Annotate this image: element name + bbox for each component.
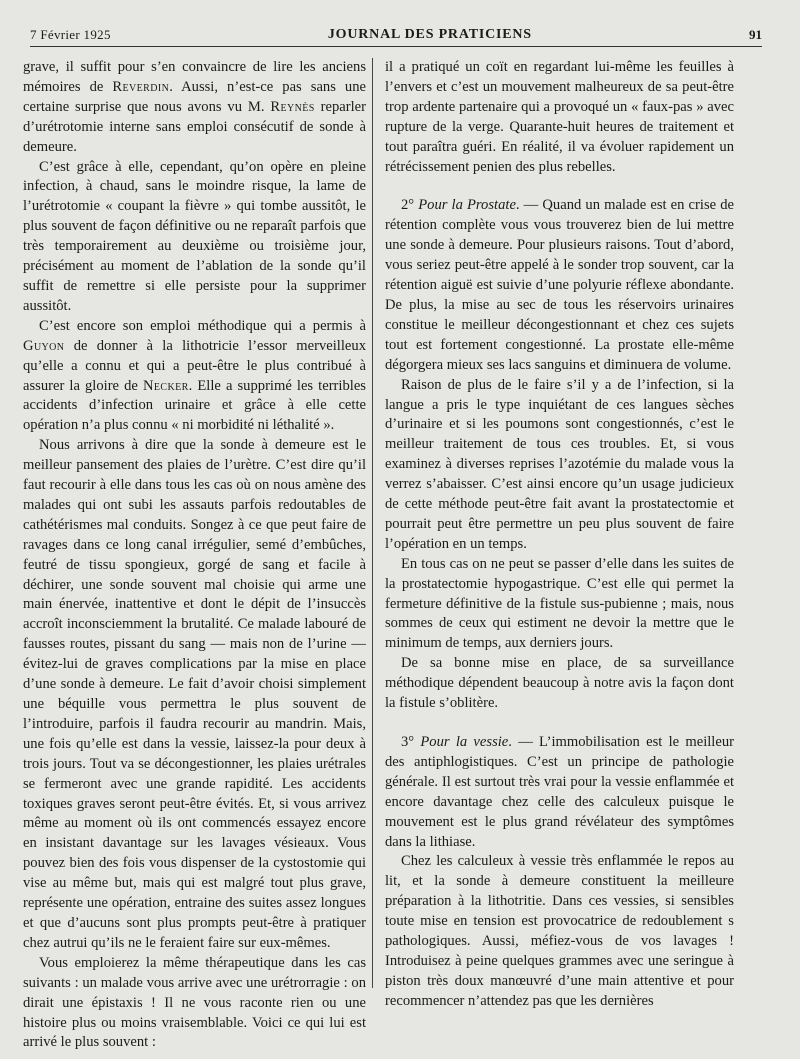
issue-date: 7 Février 1925 [30, 27, 111, 42]
left-paragraph-3: C’est encore son emploi méthodique qui a permis à Guyon de donner à la lithotricie l’essor merveilleux qu’elle a connu et qui a peut-être le plus contribué à assurer la gloire de Necker. Elle a supprimé les terribles accidents d’infection urinaire et grâce à elle cette opération n’a plus connu « ni morbidité ni léthalité ». [23, 317, 366, 434]
right-paragraph-5: De sa bonne mise en place, de sa surveillance méthodique dépendent beaucoup à notre avis la façon dont la fistule s’oblitère. [385, 655, 734, 712]
left-column [23, 58, 366, 1053]
column-divider [372, 58, 373, 988]
author-name-reverdin: Reverdin [112, 78, 170, 95]
hospital-name-necker: Necker [142, 377, 189, 394]
left-paragraph-5: Vous emploierez la même thérapeutique dans les cas suivants : un malade vous arrive avec une urétrorragie : on dirait une épistaxis ! Il ne vous raconte rien ou une histoire plus ou moins vraisemblable. Voici ce qui lui est arrivé le plus souvent : [23, 954, 366, 1051]
right-paragraph-1: il a pratiqué un coït en regardant lui-même les feuilles à l’envers et c’est un mouvement malheureux de sa peut-être trop ardente partenaire qui a provoqué un « faux-pas » avec rupture de la verge. Quarante-huit heures de traitement et tout paraîtra guéri. En réalité, il va évoluer rapidement un rétrécissement penien des plus rebelles. [385, 59, 734, 175]
right-paragraph-3: Raison de plus de le faire s’il y a de l’infection, si la langue a pris le type inquiétant de ces langues sèches d’urinaire et si les poumons sont congestionnés, c’est le meilleur traitement de tous ces troubles. Et, si vous examinez à diverses reprises l’azotémie du malade vous la verrez s’abaisser. C’est ainsi encore qu’un usage judicieux de cette méthode peut-être fait avant la prostatectomie et pourrait peut être permettre un peu plus souvent de faire l’opération en un temps. [385, 376, 734, 552]
page-number: 91 [748, 27, 762, 42]
author-name-reynes: Reynès [270, 98, 315, 115]
running-header [30, 24, 762, 47]
section-title-prostate: Pour la Prostate [418, 197, 516, 214]
left-paragraph-2: C’est grâce à elle, cependant, qu’on opère en pleine infection, à chaud, sans le moindre risque, la lame de l’urétrotomie « coupant la fièvre » qui tombe aussitôt, le plus souvent de façon définitive ou ne reparaît parfois que très temporairement au deuxième ou troisième jour, précisément au moment de l’ablation de la sonde qu’il suffit de remettre si elle persiste pour la supprimer aussitôt. [23, 158, 366, 314]
right-paragraph-4: En tous cas on ne peut se passer d’elle dans les suites de la prostatectomie hypogastrique. C’est elle qui permet la fermeture définitive de la fistule sus-pubienne ; mais, nous sommes de ceux qui estiment ne devoir la mettre que le minimum de temps, aux derniers jours. [385, 555, 734, 652]
section-vessie: 3° Pour la vessie. — L’immobilisation est le meilleur des antiphlogistiques. C’est un principe de pathologie générale. Il est surtout très vrai pour la vessie enflammée et encore davantage chez celle des calculeux puisque le mouvement est le plus grand révélateur des symptômes dans la lithiase. [385, 734, 734, 850]
right-paragraph-7: Chez les calculeux à vessie très enflammée le repos au lit, et la sonde à demeure constituent la meilleure préparation à la lithotritie. Dans ces vessies, si sensibles toute mise en tension est provocatrice de redoublement s pathologiques. Aussi, méfiez-vous de vos lavages ! Introduisez à peine quelques grammes avec une seringue à piston très doux manœuvré d’une main attentive et pour recommencer n’attendez pas que les dernières [385, 853, 734, 1009]
author-name-guyon: Guyon [23, 337, 65, 354]
section-prostate: 2° Pour la Prostate. — Quand un malade est en crise de rétention complète vous vous trouverez bien de lui mettre une sonde à demeure. Pour plusieurs raisons. Tout d’abord, vous seriez peut-être appelé à le sonder trop souvent, car la rétention aiguë est suivie d’une polyurie réflexe abondante. De plus, la mise au sec de tous les réservoirs urinaires constitue le meilleur décongestionnant et chez ces sujets tout est fortement congestionné. La prostate elle-même dégorgera mieux ses lacs sanguins et diminuera de volume. [385, 197, 734, 373]
section-title-vessie: Pour la vessie [420, 734, 509, 750]
right-column [385, 58, 734, 1012]
journal-title: JOURNAL DES PRATICIENS [327, 27, 532, 42]
left-paragraph-4: Nous arrivons à dire que la sonde à demeure est le meilleur pansement des plaies de l’urètre. C’est dire qu’il faut recourir à elle dans tous les cas où on nous amène des malades qui ont subi les assauts parfois redoutables de cathétérismes mal conduits. Songez à ce que peut faire de ravages dans ce long canal irrégulier, semé d’embûches, feutré de tissu spongieux, gorgé de sang et facile à déchirer, une sonde souvent mal choisie qui arme une main énervée, inattentive et dont le dépit de l’insuccès accroît inconsciemment la brutalité. Ce malade labouré de fausses routes, pissant du sang — mais non de l’urine — évitez-lui de graves complications par la mise en place d’une sonde à demeure. Le fait d’avoir choisi simplement une béquille vous permettra le plus souvent de l’introduire, parfois il faudra recourir au mandrin. Mais, une fois qu’elle est dans la vessie, laissez-la pour deux à trois jours. Tout va se décongestionner, les plaies urétrales se fermeront avec une grande rapidité. Les accidents toxiques graves seront peut-être évités. Et, si vous arrivez même au moment où ils ont commencés essayez encore en insistant davantage sur les lavages vésieaux. Vous pouvez bien des fois vous dispenser de la cystostomie qui vise au même but, mais qui est malgré tout plus grave, représente une opération, entraine des suites assez longues et que d’aucuns sont plus prompts peut-être à pratiquer chez autrui qu’ils ne le feraient faire sur eux-mêmes. [23, 437, 366, 951]
left-paragraph-1: grave, il suffit pour s’en convaincre de lire les anciens mémoires de Reverdin. Aussi, n’est-ce pas sans une certaine surprise que nous avons vu M. Reynès reparler d’urétrotomie interne sans emploi consécutif de sonde à demeure. [23, 59, 367, 155]
